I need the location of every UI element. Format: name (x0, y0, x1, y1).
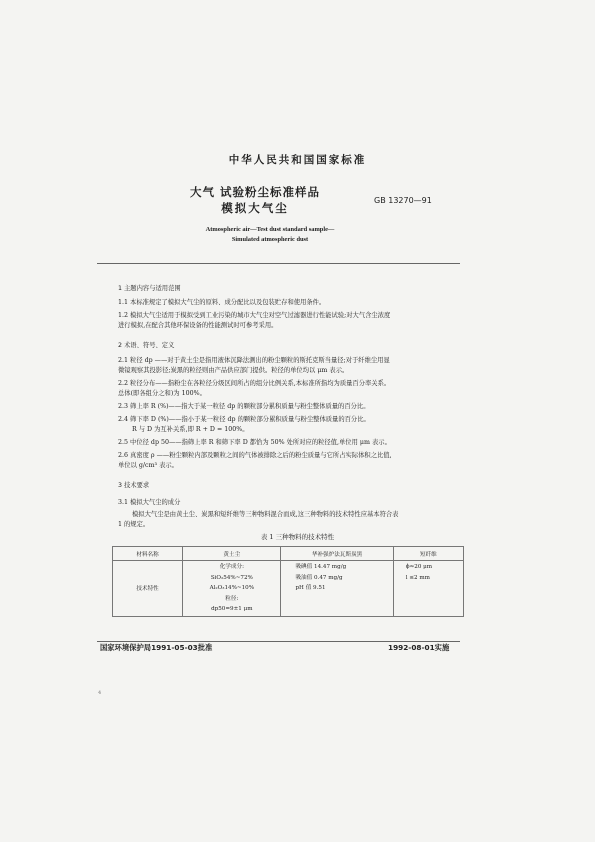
loess-line: 化学成分: (219, 564, 244, 570)
material-properties-table (112, 546, 464, 617)
paragraph-1-2b: 进行模拟,在配合其他环保设备的性能测试时可参考采用。 (118, 322, 278, 329)
approval-date: 国家环境保护局1991-05-03批准 (100, 643, 213, 652)
paragraph-1-1: 1.1 本标准规定了模拟大气尘的原料、成分配比以及包装贮存和使用条件。 (118, 299, 326, 306)
footer-divider (97, 641, 460, 642)
section-3-title: 3 技术要求 (118, 482, 150, 489)
paragraph-2-1b: 微镜观察其投影径;炭黑的粒径则由产品供应部门提供。粒径的单位均以 μm 表示。 (118, 367, 349, 374)
paragraph-2-3: 2.3 筛上率 R (%)——指大于某一粒径 dp 的颗粒部分累积质量与粉尘整体质量的百分比。 (118, 403, 370, 410)
paragraph-3-1-title: 3.1 模拟大气尘的成分 (118, 499, 181, 506)
page-number: 4 (98, 690, 102, 696)
fiber-line: ϕ≈20 μm (405, 564, 433, 570)
carbon-line: pH 值 9.51 (295, 585, 326, 591)
paragraph-2-4b: R 与 D 为互补关系,即 R + D = 100%。 (132, 426, 249, 433)
paragraph-3-1a: 模拟大气尘是由黄土尘、炭黑和短纤维等三种物料混合而成,这三种物料的技术特性应基本符合表 (132, 511, 399, 518)
paragraph-2-5: 2.5 中位径 dp 50——指筛上率 R 和筛下率 D 都恰为 50% 处所对应的粒径值,单位用 μm 表示。 (118, 439, 391, 446)
table-cell-fiber (393, 561, 463, 617)
paragraph-1-2a: 1.2 模拟大气尘适用于模拟受到工业污染的城市大气尘对空气过滤器进行性能试验;对大气含尘浓度 (118, 312, 391, 319)
paragraph-2-1a: 2.1 粒径 dp ——对于黄土尘是指用液体沉降法测出的粉尘颗粒的斯托克斯当量径;对于纤维尘用显 (118, 357, 390, 364)
title-en-line2: Simulated atmospheric dust (231, 236, 309, 243)
implementation-date: 1992-08-01实施 (388, 643, 450, 652)
section-1-title: 1 主题内容与适用范围 (118, 285, 181, 292)
carbon-line: 吸碘值 14.47 mg/g (295, 564, 347, 570)
title-en-line1: Atmospheric air—Test dust standard sample— (205, 226, 335, 233)
paragraph-2-6a: 2.6 真密度 ρ ——粉尘颗粒内部及颗粒之间的气体被排除之后的粉尘质量与它所占实际体积之比值, (118, 452, 392, 459)
fiber-line: l ≤2 mm (405, 574, 430, 581)
table-header-carbon-black: 华补强炉法瓦斯炭黑 (281, 547, 393, 561)
table-caption: 表 1 三种物料的技术特性 (260, 533, 335, 541)
table-cell-loess (183, 561, 281, 617)
paragraph-2-2b: 总体(即各组分之和)为 100%。 (118, 390, 206, 397)
table-header-loess: 黄土尘 (183, 547, 281, 561)
loess-line: SiO₂54%~72% (210, 574, 253, 581)
loess-line: Al₂O₃14%~10% (209, 585, 255, 591)
paragraph-2-4: 2.4 筛下率 D (%)——指小于某一粒径 dp 的颗粒部分累积质量与粉尘整体质量的百分比。 (118, 416, 370, 423)
title-cn-line1: 大气 试验粉尘标准样品 (189, 185, 320, 199)
national-standard-heading: 中华人民共和国国家标准 (228, 154, 367, 166)
table-row-label: 技术特性 (113, 561, 183, 617)
paragraph-2-6b: 单位以 g/cm³ 表示。 (118, 462, 178, 469)
header-divider (97, 263, 460, 264)
paragraph-3-1b: 1 的规定。 (118, 521, 150, 528)
table-cell-carbon (281, 561, 393, 617)
loess-line: 粒径: (225, 595, 239, 602)
loess-line: dp50=9±1 μm (211, 606, 253, 612)
section-2-title: 2 术语、符号、定义 (118, 342, 175, 349)
carbon-line: 吸油值 0.47 mg/g (295, 574, 343, 581)
title-cn-line2: 模拟大气尘 (221, 201, 289, 215)
standard-code: GB 13270—91 (374, 196, 432, 205)
paragraph-2-2a: 2.2 粒径分布——指粉尘在各粒径分级区间所占的组分比例关系,本标准所指均为质量百分率关系。 (118, 380, 391, 387)
table-header-fiber: 短纤维 (393, 547, 463, 561)
table-header-material: 材料名称 (113, 547, 183, 561)
